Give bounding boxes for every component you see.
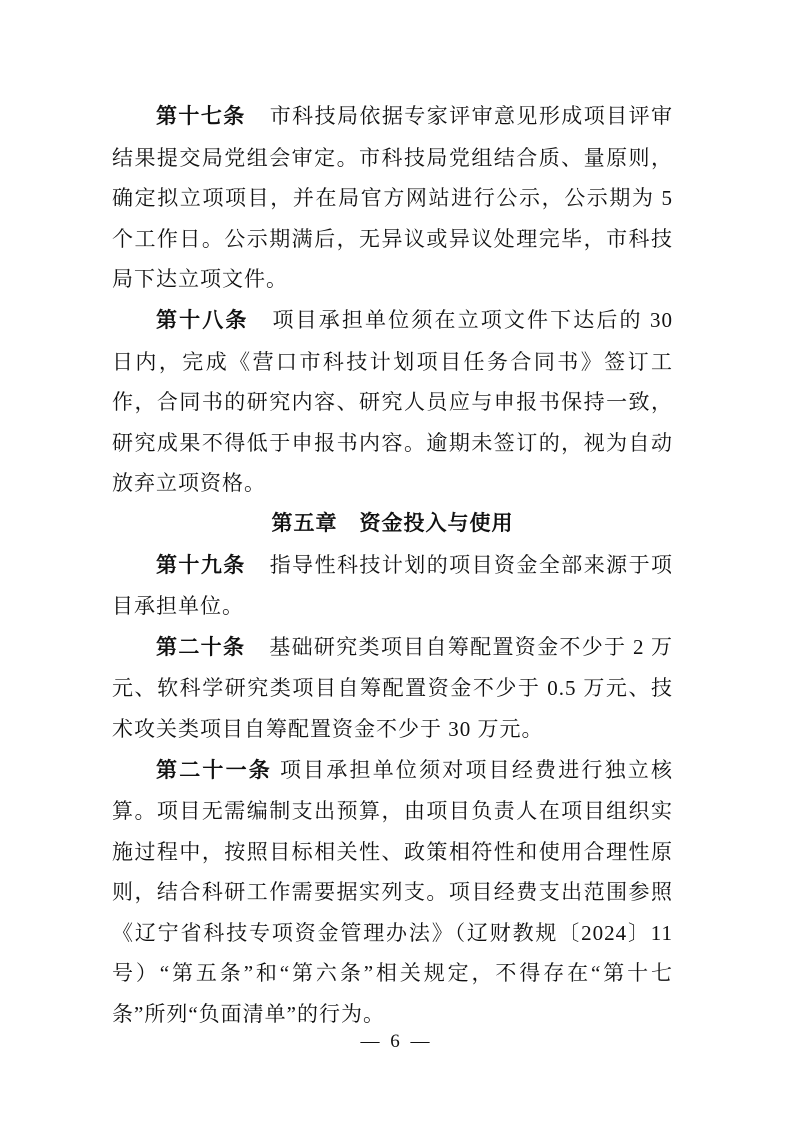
article-paragraph-19 <box>112 545 673 627</box>
page-number: — 6 — <box>360 1031 433 1052</box>
article-text: 项目承担单位须在立项文件下达后的 30 日内，完成《营口市科技计划项目任务合同书》签订工作，合同书的研究内容、研究人员应与申报书保持一致，研究成果不得低于申报书内容。逾期未签订的，视为自动放弃立项资格。 <box>112 307 674 496</box>
article-paragraph-17 <box>112 96 673 300</box>
article-number-label: 第十八条 <box>156 308 249 332</box>
article-paragraph-20 <box>112 627 673 750</box>
article-text: 基础研究类项目自筹配置资金不少于 2 万元、软科学研究类项目自筹配置资金不少于 0.5 万元、技术攻关类项目自筹配置资金不少于 30 万元。 <box>112 634 674 741</box>
article-paragraph-18 <box>112 300 673 504</box>
article-text: 项目承担单位须对项目经费进行独立核算。项目无需编制支出预算，由项目负责人在项目组织实施过程中，按照目标相关性、政策相符性和使用合理性原则，结合科研工作需要据实列支。项目经费支出范围参照《辽宁省科技专项资金管理办法》（辽财教规〔2024〕11 号）“第五条”和“第六条”相关规定，不得存在“第十七条”所列“负面清单”的行为。 <box>112 757 673 1027</box>
chapter-number: 第五章 <box>271 511 338 535</box>
article-text: 市科技局依据专家评审意见形成项目评审结果提交局党组会审定。市科技局党组结合质、量原则，确定拟立项项目，并在局官方网站进行公示，公示期为 5 个工作日。公示期满后，无异议或异议处理完毕，市科技局下达立项文件。 <box>112 104 674 292</box>
document-body <box>112 96 673 1035</box>
article-paragraph-21 <box>112 750 673 1035</box>
article-number-label: 第十七条 <box>156 105 246 128</box>
article-text: 指导性科技计划的项目资金全部来源于项目承担单位。 <box>112 552 674 619</box>
chapter-heading <box>112 504 673 545</box>
article-number-label: 第二十一条 <box>156 758 272 782</box>
chapter-title: 资金投入与使用 <box>359 511 514 535</box>
article-number-label: 第十九条 <box>156 553 246 577</box>
article-number-label: 第二十条 <box>156 635 246 659</box>
